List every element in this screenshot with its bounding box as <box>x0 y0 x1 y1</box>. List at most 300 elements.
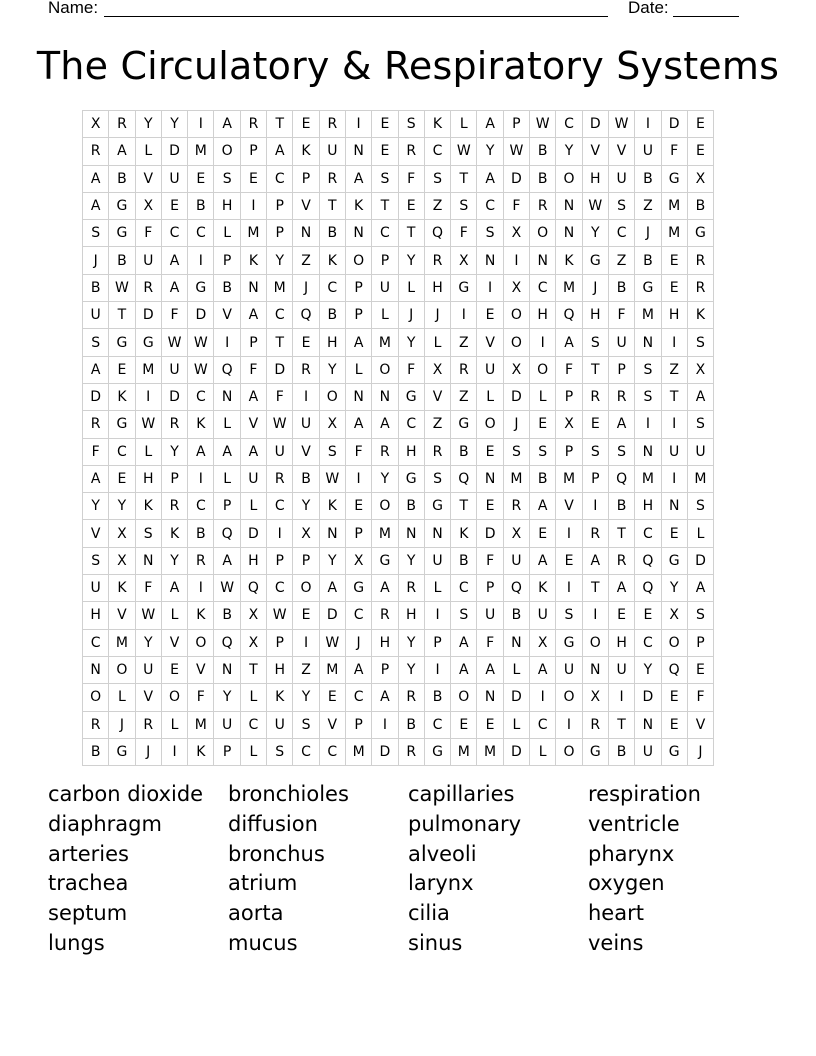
grid-cell[interactable]: E <box>635 602 661 629</box>
grid-cell[interactable]: B <box>398 711 424 738</box>
grid-cell[interactable]: B <box>530 165 556 192</box>
grid-cell[interactable]: Y <box>161 547 187 574</box>
grid-cell[interactable]: G <box>345 575 371 602</box>
grid-cell[interactable]: B <box>608 738 634 765</box>
grid-cell[interactable]: N <box>661 493 687 520</box>
grid-cell[interactable]: W <box>319 629 345 656</box>
grid-cell[interactable]: P <box>556 383 582 410</box>
grid-cell[interactable]: A <box>83 192 109 219</box>
grid-cell[interactable]: C <box>319 738 345 765</box>
grid-cell[interactable]: O <box>556 165 582 192</box>
grid-cell[interactable]: I <box>608 684 634 711</box>
grid-cell[interactable]: A <box>319 575 345 602</box>
grid-cell[interactable]: B <box>530 465 556 492</box>
grid-cell[interactable]: I <box>293 383 319 410</box>
grid-cell[interactable]: Z <box>451 383 477 410</box>
grid-cell[interactable]: E <box>477 438 503 465</box>
grid-cell[interactable]: M <box>267 274 293 301</box>
grid-cell[interactable]: M <box>240 220 266 247</box>
grid-cell[interactable]: I <box>240 192 266 219</box>
grid-cell[interactable]: D <box>240 520 266 547</box>
grid-cell[interactable]: I <box>635 411 661 438</box>
grid-cell[interactable]: T <box>582 356 608 383</box>
grid-cell[interactable]: G <box>687 220 713 247</box>
grid-cell[interactable]: T <box>608 520 634 547</box>
grid-cell[interactable]: Y <box>398 329 424 356</box>
grid-cell[interactable]: R <box>240 111 266 138</box>
grid-cell[interactable]: J <box>424 302 450 329</box>
grid-cell[interactable]: L <box>372 302 398 329</box>
grid-cell[interactable]: P <box>503 111 529 138</box>
grid-cell[interactable]: X <box>424 356 450 383</box>
grid-cell[interactable]: F <box>687 684 713 711</box>
grid-cell[interactable]: G <box>582 247 608 274</box>
grid-cell[interactable]: C <box>267 575 293 602</box>
grid-cell[interactable]: S <box>135 520 161 547</box>
grid-cell[interactable]: O <box>503 329 529 356</box>
grid-cell[interactable]: C <box>530 274 556 301</box>
grid-cell[interactable]: F <box>240 356 266 383</box>
grid-cell[interactable]: P <box>608 356 634 383</box>
grid-cell[interactable]: R <box>608 383 634 410</box>
grid-cell[interactable]: R <box>582 520 608 547</box>
grid-cell[interactable]: Y <box>372 465 398 492</box>
grid-cell[interactable]: I <box>267 520 293 547</box>
grid-cell[interactable]: T <box>372 192 398 219</box>
grid-cell[interactable]: A <box>214 547 240 574</box>
grid-cell[interactable]: Y <box>319 547 345 574</box>
grid-cell[interactable]: N <box>214 656 240 683</box>
grid-cell[interactable]: E <box>161 656 187 683</box>
grid-cell[interactable]: Y <box>161 438 187 465</box>
grid-cell[interactable]: W <box>188 329 214 356</box>
grid-cell[interactable]: O <box>161 684 187 711</box>
grid-cell[interactable]: A <box>345 411 371 438</box>
grid-cell[interactable]: B <box>424 684 450 711</box>
grid-cell[interactable]: U <box>424 547 450 574</box>
grid-cell[interactable]: H <box>135 465 161 492</box>
grid-cell[interactable]: E <box>582 411 608 438</box>
grid-cell[interactable]: I <box>635 111 661 138</box>
grid-cell[interactable]: U <box>687 438 713 465</box>
grid-cell[interactable]: W <box>214 575 240 602</box>
grid-cell[interactable]: G <box>135 329 161 356</box>
grid-cell[interactable]: B <box>398 493 424 520</box>
grid-cell[interactable]: X <box>503 220 529 247</box>
grid-cell[interactable]: S <box>687 602 713 629</box>
grid-cell[interactable]: M <box>635 302 661 329</box>
grid-cell[interactable]: E <box>293 329 319 356</box>
grid-cell[interactable]: U <box>635 738 661 765</box>
grid-cell[interactable]: I <box>188 465 214 492</box>
grid-cell[interactable]: M <box>635 465 661 492</box>
grid-cell[interactable]: Q <box>214 520 240 547</box>
grid-cell[interactable]: N <box>240 274 266 301</box>
grid-cell[interactable]: L <box>530 738 556 765</box>
grid-cell[interactable]: G <box>398 383 424 410</box>
grid-cell[interactable]: T <box>661 383 687 410</box>
grid-cell[interactable]: U <box>477 356 503 383</box>
grid-cell[interactable]: I <box>345 111 371 138</box>
grid-cell[interactable]: I <box>661 411 687 438</box>
grid-cell[interactable]: X <box>240 629 266 656</box>
grid-cell[interactable]: N <box>214 383 240 410</box>
grid-cell[interactable]: M <box>477 738 503 765</box>
grid-cell[interactable]: Y <box>661 575 687 602</box>
grid-cell[interactable]: L <box>398 274 424 301</box>
grid-cell[interactable]: A <box>345 656 371 683</box>
grid-cell[interactable]: N <box>293 220 319 247</box>
grid-cell[interactable]: Z <box>293 247 319 274</box>
grid-cell[interactable]: E <box>293 602 319 629</box>
grid-cell[interactable]: R <box>161 411 187 438</box>
grid-cell[interactable]: K <box>188 602 214 629</box>
grid-cell[interactable]: Y <box>398 547 424 574</box>
grid-cell[interactable]: R <box>398 138 424 165</box>
grid-cell[interactable]: U <box>214 711 240 738</box>
grid-cell[interactable]: O <box>214 138 240 165</box>
grid-cell[interactable]: G <box>109 411 135 438</box>
grid-cell[interactable]: L <box>214 411 240 438</box>
grid-cell[interactable]: M <box>135 356 161 383</box>
grid-cell[interactable]: X <box>503 520 529 547</box>
grid-cell[interactable]: G <box>109 220 135 247</box>
grid-cell[interactable]: G <box>109 329 135 356</box>
grid-cell[interactable]: A <box>372 575 398 602</box>
grid-cell[interactable]: M <box>556 274 582 301</box>
grid-cell[interactable]: Q <box>635 575 661 602</box>
grid-cell[interactable]: P <box>556 438 582 465</box>
grid-cell[interactable]: S <box>635 383 661 410</box>
grid-cell[interactable]: Z <box>424 192 450 219</box>
grid-cell[interactable]: D <box>503 684 529 711</box>
grid-cell[interactable]: R <box>83 411 109 438</box>
grid-cell[interactable]: S <box>582 329 608 356</box>
grid-cell[interactable]: N <box>477 247 503 274</box>
grid-cell[interactable]: D <box>477 520 503 547</box>
grid-cell[interactable]: K <box>267 684 293 711</box>
grid-cell[interactable]: V <box>188 656 214 683</box>
grid-cell[interactable]: R <box>135 711 161 738</box>
grid-cell[interactable]: Y <box>83 493 109 520</box>
grid-cell[interactable]: M <box>687 465 713 492</box>
grid-cell[interactable]: U <box>556 656 582 683</box>
grid-cell[interactable]: F <box>345 438 371 465</box>
grid-cell[interactable]: U <box>267 438 293 465</box>
grid-cell[interactable]: T <box>451 493 477 520</box>
grid-cell[interactable]: K <box>109 575 135 602</box>
grid-cell[interactable]: U <box>608 656 634 683</box>
grid-cell[interactable]: B <box>188 192 214 219</box>
grid-cell[interactable]: R <box>319 111 345 138</box>
grid-cell[interactable]: M <box>345 738 371 765</box>
grid-cell[interactable]: A <box>240 438 266 465</box>
grid-cell[interactable]: H <box>661 302 687 329</box>
grid-cell[interactable]: Y <box>635 656 661 683</box>
grid-cell[interactable]: B <box>319 302 345 329</box>
grid-cell[interactable]: O <box>109 656 135 683</box>
grid-cell[interactable]: E <box>372 111 398 138</box>
grid-cell[interactable]: Z <box>661 356 687 383</box>
grid-cell[interactable]: A <box>530 656 556 683</box>
grid-cell[interactable]: P <box>372 247 398 274</box>
grid-cell[interactable]: O <box>503 302 529 329</box>
grid-cell[interactable]: A <box>556 329 582 356</box>
grid-cell[interactable]: C <box>319 274 345 301</box>
grid-cell[interactable]: K <box>109 383 135 410</box>
grid-cell[interactable]: E <box>293 111 319 138</box>
grid-cell[interactable]: A <box>477 165 503 192</box>
grid-cell[interactable]: A <box>109 138 135 165</box>
grid-cell[interactable]: E <box>477 493 503 520</box>
grid-cell[interactable]: V <box>83 520 109 547</box>
grid-cell[interactable]: I <box>582 493 608 520</box>
grid-cell[interactable]: X <box>503 274 529 301</box>
grid-cell[interactable]: P <box>240 329 266 356</box>
grid-cell[interactable]: C <box>345 684 371 711</box>
grid-cell[interactable]: A <box>608 411 634 438</box>
grid-cell[interactable]: N <box>582 656 608 683</box>
grid-cell[interactable]: H <box>530 302 556 329</box>
grid-cell[interactable]: L <box>161 711 187 738</box>
grid-cell[interactable]: V <box>161 629 187 656</box>
grid-cell[interactable]: D <box>161 138 187 165</box>
grid-cell[interactable]: N <box>503 629 529 656</box>
grid-cell[interactable]: T <box>608 711 634 738</box>
grid-cell[interactable]: N <box>556 220 582 247</box>
grid-cell[interactable]: T <box>109 302 135 329</box>
grid-cell[interactable]: M <box>319 656 345 683</box>
grid-cell[interactable]: I <box>345 465 371 492</box>
grid-cell[interactable]: S <box>687 411 713 438</box>
grid-cell[interactable]: M <box>188 138 214 165</box>
grid-cell[interactable]: E <box>556 547 582 574</box>
grid-cell[interactable]: F <box>477 629 503 656</box>
grid-cell[interactable]: F <box>451 220 477 247</box>
grid-cell[interactable]: P <box>267 629 293 656</box>
grid-cell[interactable]: R <box>109 111 135 138</box>
grid-cell[interactable]: C <box>293 738 319 765</box>
grid-cell[interactable]: L <box>424 575 450 602</box>
grid-cell[interactable]: W <box>161 329 187 356</box>
grid-cell[interactable]: J <box>293 274 319 301</box>
grid-cell[interactable]: S <box>451 602 477 629</box>
grid-cell[interactable]: X <box>135 192 161 219</box>
grid-cell[interactable]: S <box>608 438 634 465</box>
grid-cell[interactable]: U <box>608 329 634 356</box>
grid-cell[interactable]: D <box>135 302 161 329</box>
grid-cell[interactable]: B <box>188 520 214 547</box>
grid-cell[interactable]: L <box>135 438 161 465</box>
grid-cell[interactable]: E <box>345 493 371 520</box>
grid-cell[interactable]: A <box>372 684 398 711</box>
grid-cell[interactable]: U <box>83 302 109 329</box>
grid-cell[interactable]: S <box>214 165 240 192</box>
grid-cell[interactable]: F <box>608 302 634 329</box>
grid-cell[interactable]: U <box>530 602 556 629</box>
grid-cell[interactable]: K <box>319 493 345 520</box>
grid-cell[interactable]: E <box>661 274 687 301</box>
grid-cell[interactable]: U <box>477 602 503 629</box>
grid-cell[interactable]: O <box>661 629 687 656</box>
grid-cell[interactable]: C <box>556 111 582 138</box>
grid-cell[interactable]: A <box>214 111 240 138</box>
grid-cell[interactable]: R <box>451 356 477 383</box>
grid-cell[interactable]: M <box>503 465 529 492</box>
grid-cell[interactable]: C <box>424 711 450 738</box>
grid-cell[interactable]: U <box>608 165 634 192</box>
grid-cell[interactable]: Z <box>451 329 477 356</box>
grid-cell[interactable]: P <box>267 192 293 219</box>
grid-cell[interactable]: N <box>635 711 661 738</box>
grid-cell[interactable]: P <box>582 465 608 492</box>
grid-cell[interactable]: O <box>582 629 608 656</box>
grid-cell[interactable]: O <box>293 575 319 602</box>
grid-cell[interactable]: D <box>319 602 345 629</box>
grid-cell[interactable]: K <box>135 493 161 520</box>
grid-cell[interactable]: M <box>556 465 582 492</box>
grid-cell[interactable]: V <box>135 684 161 711</box>
grid-cell[interactable]: A <box>240 302 266 329</box>
grid-cell[interactable]: L <box>214 465 240 492</box>
grid-cell[interactable]: F <box>188 684 214 711</box>
grid-cell[interactable]: D <box>83 383 109 410</box>
grid-cell[interactable]: X <box>109 520 135 547</box>
grid-cell[interactable]: G <box>661 547 687 574</box>
grid-cell[interactable]: B <box>109 165 135 192</box>
grid-cell[interactable]: G <box>109 738 135 765</box>
grid-cell[interactable]: K <box>424 111 450 138</box>
grid-cell[interactable]: A <box>687 383 713 410</box>
grid-cell[interactable]: E <box>319 684 345 711</box>
grid-cell[interactable]: B <box>319 220 345 247</box>
grid-cell[interactable]: F <box>503 192 529 219</box>
grid-cell[interactable]: U <box>135 247 161 274</box>
grid-cell[interactable]: X <box>530 629 556 656</box>
grid-cell[interactable]: U <box>161 165 187 192</box>
grid-cell[interactable]: I <box>424 602 450 629</box>
grid-cell[interactable]: T <box>267 111 293 138</box>
grid-cell[interactable]: X <box>293 520 319 547</box>
grid-cell[interactable]: X <box>687 165 713 192</box>
grid-cell[interactable]: N <box>372 383 398 410</box>
grid-cell[interactable]: E <box>687 111 713 138</box>
grid-cell[interactable]: L <box>503 711 529 738</box>
grid-cell[interactable]: U <box>240 465 266 492</box>
grid-cell[interactable]: Q <box>635 547 661 574</box>
grid-cell[interactable]: U <box>635 138 661 165</box>
grid-cell[interactable]: O <box>556 738 582 765</box>
grid-cell[interactable]: T <box>398 220 424 247</box>
grid-cell[interactable]: S <box>582 438 608 465</box>
grid-cell[interactable]: Y <box>398 656 424 683</box>
grid-cell[interactable]: Y <box>109 493 135 520</box>
grid-cell[interactable]: G <box>451 274 477 301</box>
grid-cell[interactable]: Y <box>135 111 161 138</box>
grid-cell[interactable]: U <box>503 547 529 574</box>
grid-cell[interactable]: E <box>530 520 556 547</box>
grid-cell[interactable]: Q <box>661 656 687 683</box>
grid-cell[interactable]: K <box>161 520 187 547</box>
grid-cell[interactable]: S <box>451 192 477 219</box>
grid-cell[interactable]: S <box>267 738 293 765</box>
grid-cell[interactable]: A <box>83 465 109 492</box>
grid-cell[interactable]: S <box>687 329 713 356</box>
grid-cell[interactable]: M <box>109 629 135 656</box>
grid-cell[interactable]: L <box>345 356 371 383</box>
grid-cell[interactable]: M <box>661 220 687 247</box>
grid-cell[interactable]: L <box>503 656 529 683</box>
grid-cell[interactable]: I <box>661 465 687 492</box>
grid-cell[interactable]: X <box>345 547 371 574</box>
grid-cell[interactable]: V <box>687 711 713 738</box>
grid-cell[interactable]: D <box>582 111 608 138</box>
grid-cell[interactable]: U <box>319 138 345 165</box>
grid-cell[interactable]: X <box>582 684 608 711</box>
grid-cell[interactable]: D <box>503 383 529 410</box>
grid-cell[interactable]: N <box>556 192 582 219</box>
grid-cell[interactable]: V <box>582 138 608 165</box>
grid-cell[interactable]: H <box>582 302 608 329</box>
grid-cell[interactable]: Q <box>608 465 634 492</box>
grid-cell[interactable]: R <box>83 138 109 165</box>
grid-cell[interactable]: D <box>188 302 214 329</box>
grid-cell[interactable]: R <box>582 383 608 410</box>
grid-cell[interactable]: H <box>240 547 266 574</box>
grid-cell[interactable]: I <box>188 111 214 138</box>
grid-cell[interactable]: M <box>188 711 214 738</box>
grid-cell[interactable]: I <box>424 656 450 683</box>
grid-cell[interactable]: B <box>608 493 634 520</box>
grid-cell[interactable]: S <box>293 711 319 738</box>
grid-cell[interactable]: N <box>477 465 503 492</box>
grid-cell[interactable]: Z <box>293 656 319 683</box>
grid-cell[interactable]: P <box>214 247 240 274</box>
grid-cell[interactable]: B <box>109 247 135 274</box>
grid-cell[interactable]: H <box>582 165 608 192</box>
grid-cell[interactable]: G <box>661 738 687 765</box>
grid-cell[interactable]: Y <box>319 356 345 383</box>
grid-cell[interactable]: C <box>608 220 634 247</box>
grid-cell[interactable]: K <box>556 247 582 274</box>
grid-cell[interactable]: O <box>556 684 582 711</box>
grid-cell[interactable]: X <box>661 602 687 629</box>
grid-cell[interactable]: L <box>135 138 161 165</box>
grid-cell[interactable]: J <box>83 247 109 274</box>
date-field-line[interactable] <box>673 16 739 17</box>
grid-cell[interactable]: S <box>424 165 450 192</box>
grid-cell[interactable]: X <box>687 356 713 383</box>
grid-cell[interactable]: L <box>109 684 135 711</box>
grid-cell[interactable]: P <box>345 520 371 547</box>
grid-cell[interactable]: Q <box>503 575 529 602</box>
grid-cell[interactable]: V <box>293 192 319 219</box>
grid-cell[interactable]: A <box>240 383 266 410</box>
grid-cell[interactable]: H <box>372 629 398 656</box>
grid-cell[interactable]: K <box>240 247 266 274</box>
grid-cell[interactable]: J <box>345 629 371 656</box>
grid-cell[interactable]: V <box>556 493 582 520</box>
grid-cell[interactable]: P <box>267 547 293 574</box>
grid-cell[interactable]: H <box>214 192 240 219</box>
grid-cell[interactable]: P <box>345 302 371 329</box>
grid-cell[interactable]: J <box>503 411 529 438</box>
grid-cell[interactable]: K <box>687 302 713 329</box>
grid-cell[interactable]: C <box>267 165 293 192</box>
grid-cell[interactable]: E <box>608 602 634 629</box>
grid-cell[interactable]: I <box>372 711 398 738</box>
grid-cell[interactable]: W <box>188 356 214 383</box>
